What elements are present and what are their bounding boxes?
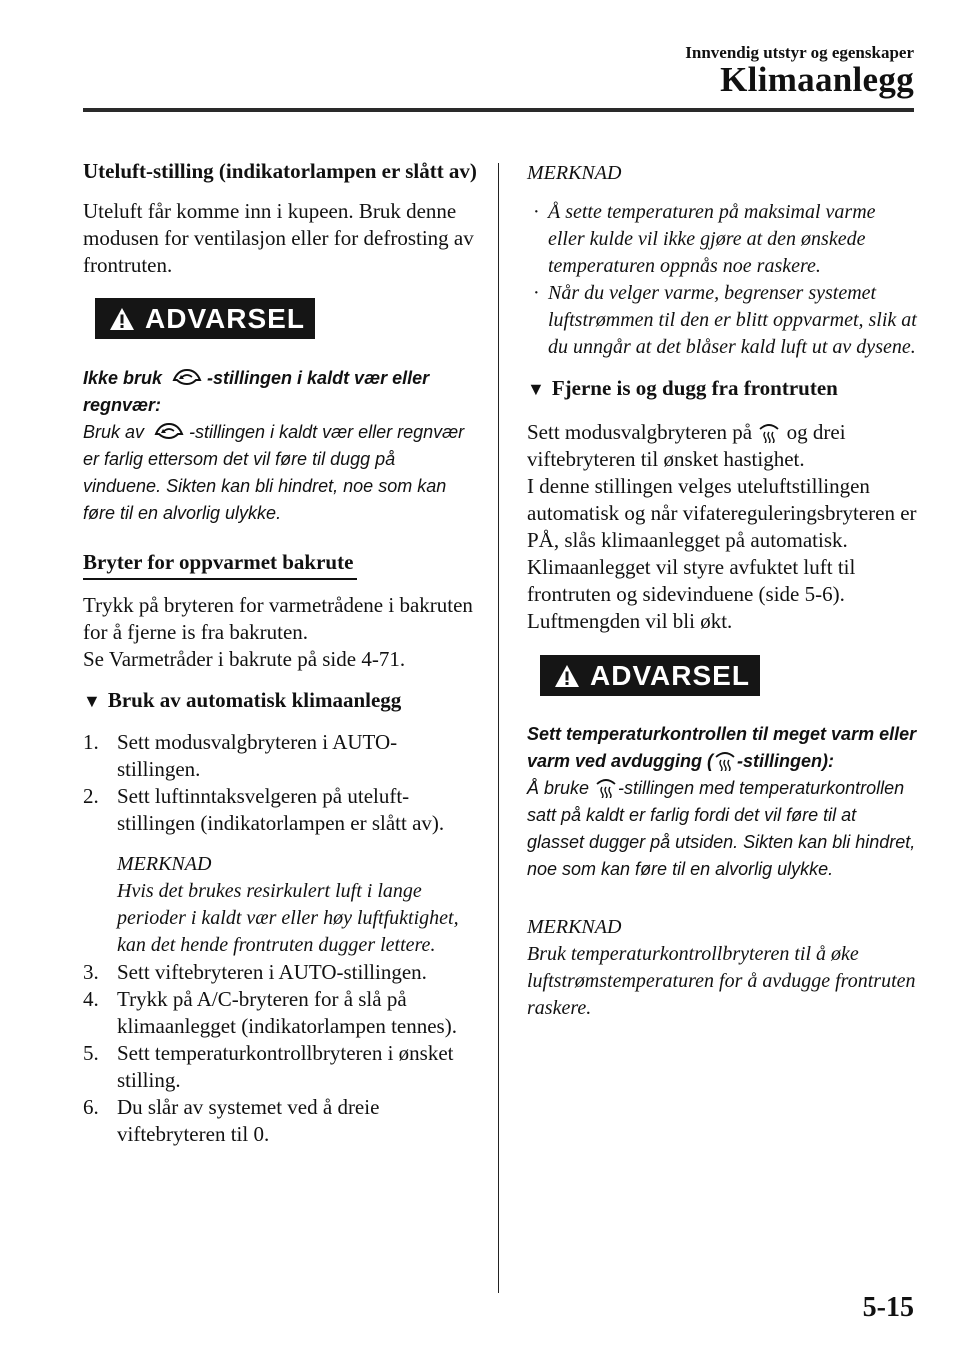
warning-label-text: ADVARSEL [145,302,305,334]
note-bullets [527,199,917,361]
list-item [83,1094,478,1148]
warning-heading-part1: Sett temperaturkontrollen til meget varm eller varm ved avdugging ( [527,724,917,771]
recirculation-icon [150,420,188,442]
step-text: Trykk på A/C-bryteren for å slå på klimaanlegget (indikatorlampen tennes). [117,987,457,1038]
bullet-dot: · [533,282,540,304]
warning-badge [540,655,917,696]
rear-defrost-body: Trykk på bryteren for varmetrådene i bakruten for å fjerne is fra bakruten. [83,593,473,644]
warning-heading [83,365,478,419]
note-title: MERKNAD [527,916,622,938]
warning-body-part2: -stillingen i kaldt vær eller regnvær er farlig ettersom det vil føre til dugg på vinduene. Sikten kan bli hindret, noe som kan føre til en alvorlig ulykke. [83,422,465,523]
list-item [83,986,478,1040]
windshield-defroster-icon [595,776,617,798]
bullet-text: Når du velger varme, begrenser systemet luftstrømmen til den er blitt oppvarmet, slik at du unngår at det blåser kald luft ut av dysene. [548,282,917,358]
section-triangle-icon: ▼ [527,379,545,399]
step-number: 1. [83,730,99,754]
step-number: 5. [83,1041,99,1065]
bullet-text: Å sette temperaturen på maksimal varme eller kulde vil ikke gjøre at den ønskede temperaturen oppnås noe raskere. [548,201,876,277]
section-label: Innvendig utstyr og egenskaper [685,43,914,62]
step-number: 3. [83,960,99,984]
defrost-body-2: I denne stillingen velges uteluftstillingen automatisk og når vifatereguleringsbryteren er PÅ, slås klimaanlegget på automatisk. [527,474,917,552]
outside-air-heading: Uteluft-stilling (indikatorlampen er slått av) [83,159,477,183]
warning-label [95,298,315,339]
section-triangle-icon: ▼ [83,691,101,711]
warning-heading [527,721,917,775]
left-column [83,158,478,1148]
step-text: Sett luftinntaksvelgeren på uteluft-stillingen (indikatorlampen er slått av). [117,784,445,835]
list-item [83,729,478,783]
right-column [527,158,917,1022]
warning-triangle-icon [109,307,135,331]
page-title: Klimaanlegg [720,60,914,99]
list-item [533,199,917,280]
defrost-body-1-part2: og drei viftebryteren til ønsket hastighet. [527,420,846,471]
auto-note [83,851,478,959]
warning-heading-part2: -stillingen i kaldt vær eller regnvær: [83,368,430,415]
step-text: Sett temperaturkontrollbryteren i ønsket stilling. [117,1041,454,1092]
windshield-defroster-icon [758,421,780,443]
auto-climate-heading [83,687,478,715]
warning-body [83,419,478,527]
step-number: 2. [83,784,99,808]
bullet-dot: · [533,201,540,223]
list-item [83,783,478,837]
rear-defrost-reference: Se Varmetråder i bakrute på side 4-71. [83,647,406,671]
step-number: 4. [83,987,99,1011]
step-text: Sett viftebryteren i AUTO-stillingen. [117,960,427,984]
note-text: Hvis det brukes resirkulert luft i lange perioder i kaldt vær eller høy luftfuktighet, kan det hende frontruten dugger lettere. [117,880,459,956]
warning-label-text: ADVARSEL [590,659,750,691]
warning-heading-part1: Ikke bruk [83,368,168,388]
page-number: 5-15 [862,1292,914,1323]
list-item [533,280,917,361]
header-rule [83,108,914,112]
note-text: Bruk temperaturkontrollbryteren til å øke luftstrømstemperaturen for å avdugge frontruten raskere. [527,943,916,1019]
warning-heading-part2: -stillingen): [737,751,835,771]
warning-triangle-icon [554,664,580,688]
step-text: Sett modusvalgbryteren i AUTO-stillingen. [117,730,398,781]
defrost-heading-text: Fjerne is og dugg fra frontruten [551,376,838,400]
warning-body-part1: Bruk av [83,422,150,442]
warning-badge [95,298,478,339]
step-number: 6. [83,1095,99,1119]
auto-steps-list [83,729,478,837]
windshield-defroster-icon [714,749,736,771]
recirculation-icon [168,366,206,388]
warning-body-part1: Å bruke [527,778,595,798]
rear-defrost-heading: Bryter for oppvarmet bakrute [83,549,357,580]
note-title: MERKNAD [117,853,212,875]
outside-air-body: Uteluft får komme inn i kupeen. Bruk denne modusen for ventilasjon eller for defrosting av frontruten. [83,199,474,277]
column-divider [498,163,499,1293]
list-item [83,959,478,986]
defrost-heading [527,375,917,403]
auto-steps-list-continued [83,959,478,1148]
warning-body-part2: -stillingen med temperaturkontrollen satt på kaldt er farlig fordi det vil føre til at glasset dugger på utsiden. Sikten kan bli hindret, noe som kan føre til en alvorlig ulykke. [527,778,916,879]
warning-body [527,775,917,883]
defrost-body-1 [527,419,917,473]
auto-climate-heading-text: Bruk av automatisk klimaanlegg [107,688,402,712]
list-item [83,1040,478,1094]
defrost-body-1-part1: Sett modusvalgbryteren på [527,420,758,444]
defrost-body-3: Klimaanlegget vil styre avfuktet luft til frontruten og sidevinduene (side 5-6). [527,555,856,606]
warning-label [540,655,760,696]
note-title: MERKNAD [527,162,622,184]
defrost-body-4: Luftmengden vil bli økt. [527,609,733,633]
step-text: Du slår av systemet ved å dreie viftebryteren til 0. [117,1095,380,1146]
